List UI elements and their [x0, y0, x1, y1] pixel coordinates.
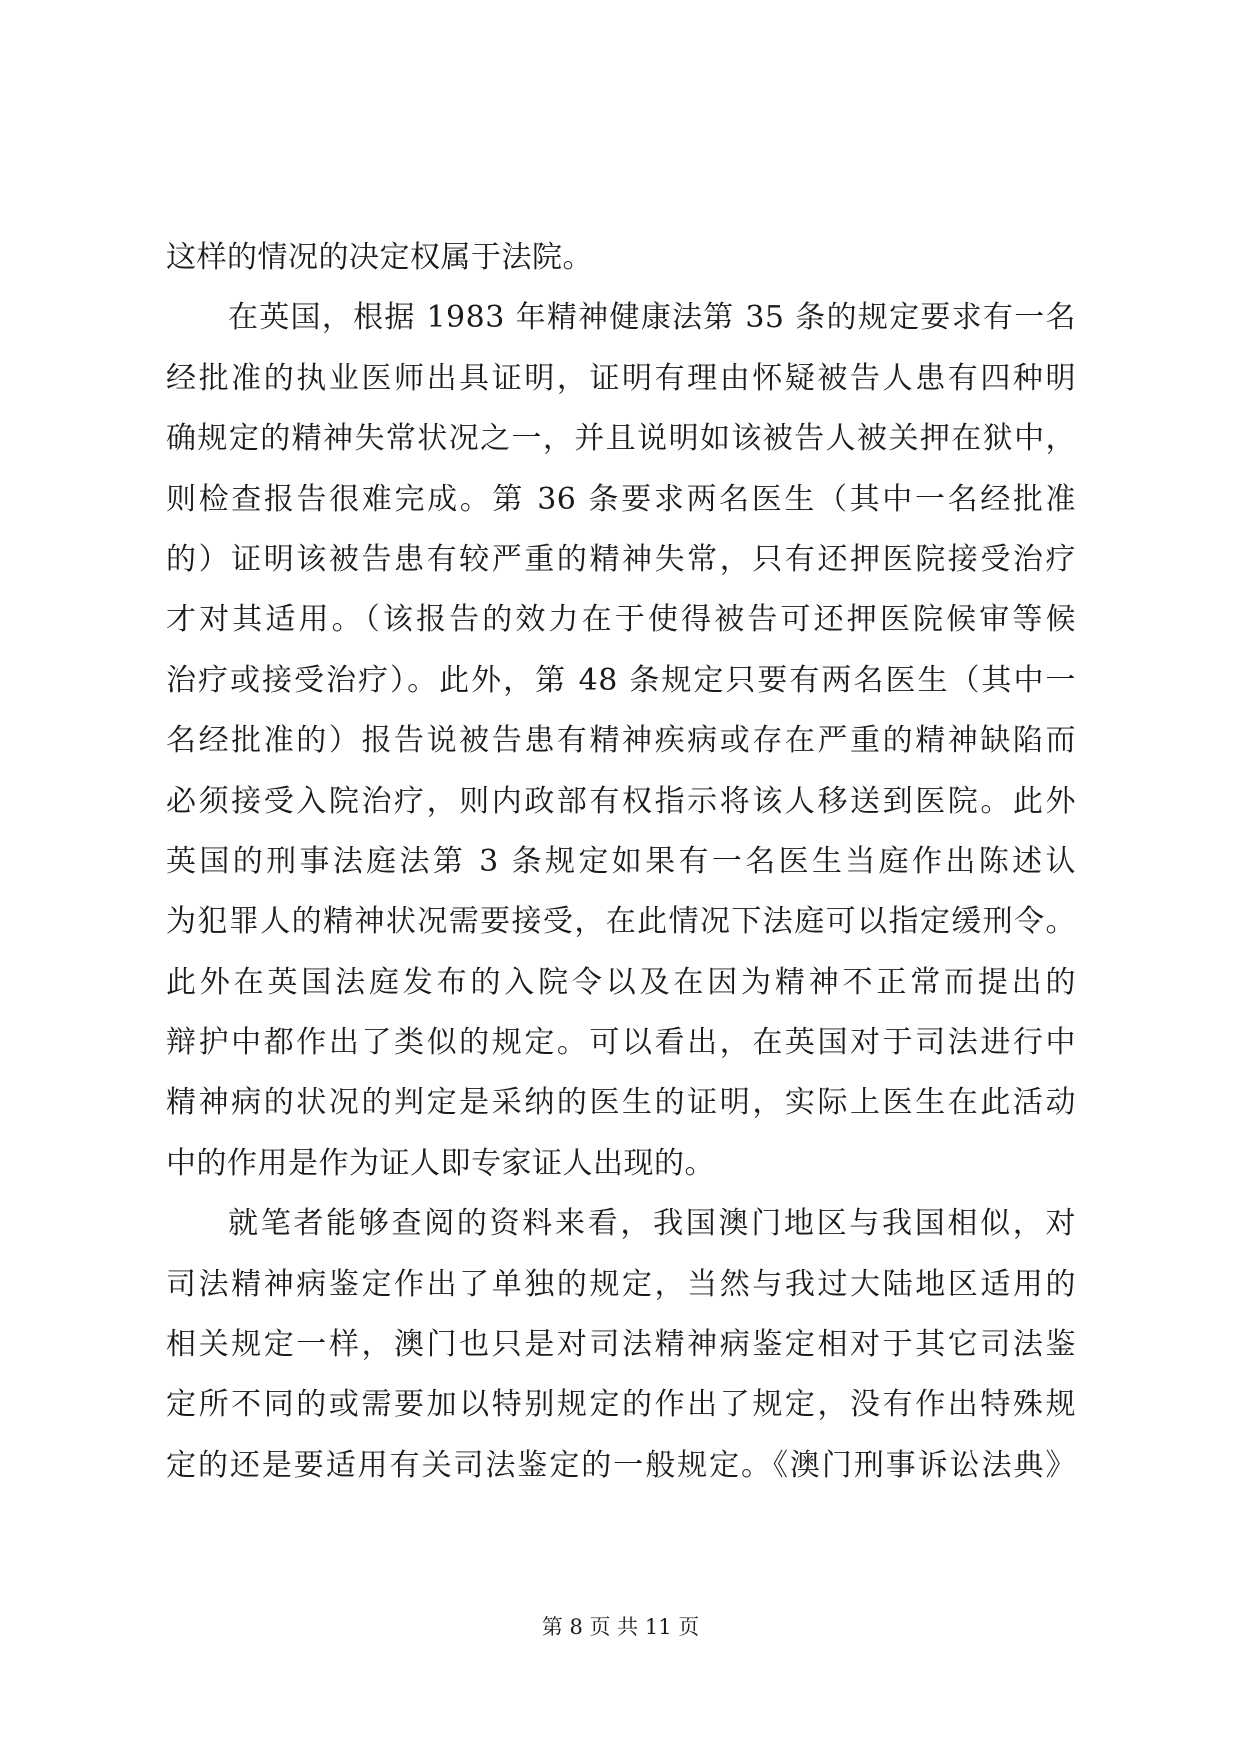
text-line: 必须接受入院治疗，则内政部有权指示将该人移送到医院。此外: [166, 783, 1076, 819]
paragraph: [166, 288, 1076, 1194]
text-line: 司法精神病鉴定作出了单独的规定，当然与我过大陆地区适用的: [166, 1266, 1076, 1302]
text-line: 为犯罪人的精神状况需要接受，在此情况下法庭可以指定缓刑令。: [166, 904, 1076, 940]
text-line: 此外在英国法庭发布的入院令以及在因为精神不正常而提出的: [166, 964, 1076, 1000]
text-line: 才对其适用。（该报告的效力在于使得被告可还押医院候审等候: [166, 602, 1076, 638]
text-line: 定的还是要适用有关司法鉴定的一般规定。《澳门刑事诉讼法典》: [166, 1447, 1076, 1483]
text-line: 英国的刑事法庭法第 3 条规定如果有一名医生当庭作出陈述认: [166, 843, 1076, 879]
text-line: 相关规定一样，澳门也只是对司法精神病鉴定相对于其它司法鉴: [166, 1327, 1076, 1363]
text-line: 中的作用是作为证人即专家证人出现的。: [166, 1145, 715, 1181]
text-line: 辩护中都作出了类似的规定。可以看出，在英国对于司法进行中: [166, 1025, 1076, 1061]
text-line: 定所不同的或需要加以特别规定的作出了规定，没有作出特殊规: [166, 1387, 1076, 1423]
text-line: 经批准的执业医师出具证明，证明有理由怀疑被告人患有四种明: [166, 360, 1076, 396]
text-line: 治疗或接受治疗）。此外，第 48 条规定只要有两名医生（其中一: [166, 662, 1076, 698]
text-line: 则检查报告很难完成。第 36 条要求两名医生（其中一名经批准: [166, 481, 1076, 517]
text-line: 的）证明该被告患有较严重的精神失常，只有还押医院接受治疗: [166, 541, 1076, 577]
text-line: 就笔者能够查阅的资料来看，我国澳门地区与我国相似，对: [228, 1206, 1076, 1242]
paragraph: [166, 228, 1076, 288]
text-line: 在英国，根据 1983 年精神健康法第 35 条的规定要求有一名: [228, 300, 1076, 336]
text-line: 确规定的精神失常状况之一，并且说明如该被告人被关押在狱中，: [166, 421, 1076, 457]
page-footer: 第 8 页 共 11 页: [541, 1615, 700, 1639]
text-line: 这样的情况的决定权属于法院。: [166, 240, 593, 275]
text-line: 名经批准的）报告说被告患有精神疾病或存在严重的精神缺陷而: [166, 723, 1076, 759]
document-body: [166, 228, 1076, 1496]
text-line: 精神病的状况的判定是采纳的医生的证明，实际上医生在此活动: [166, 1085, 1076, 1121]
paragraph: [166, 1194, 1076, 1496]
